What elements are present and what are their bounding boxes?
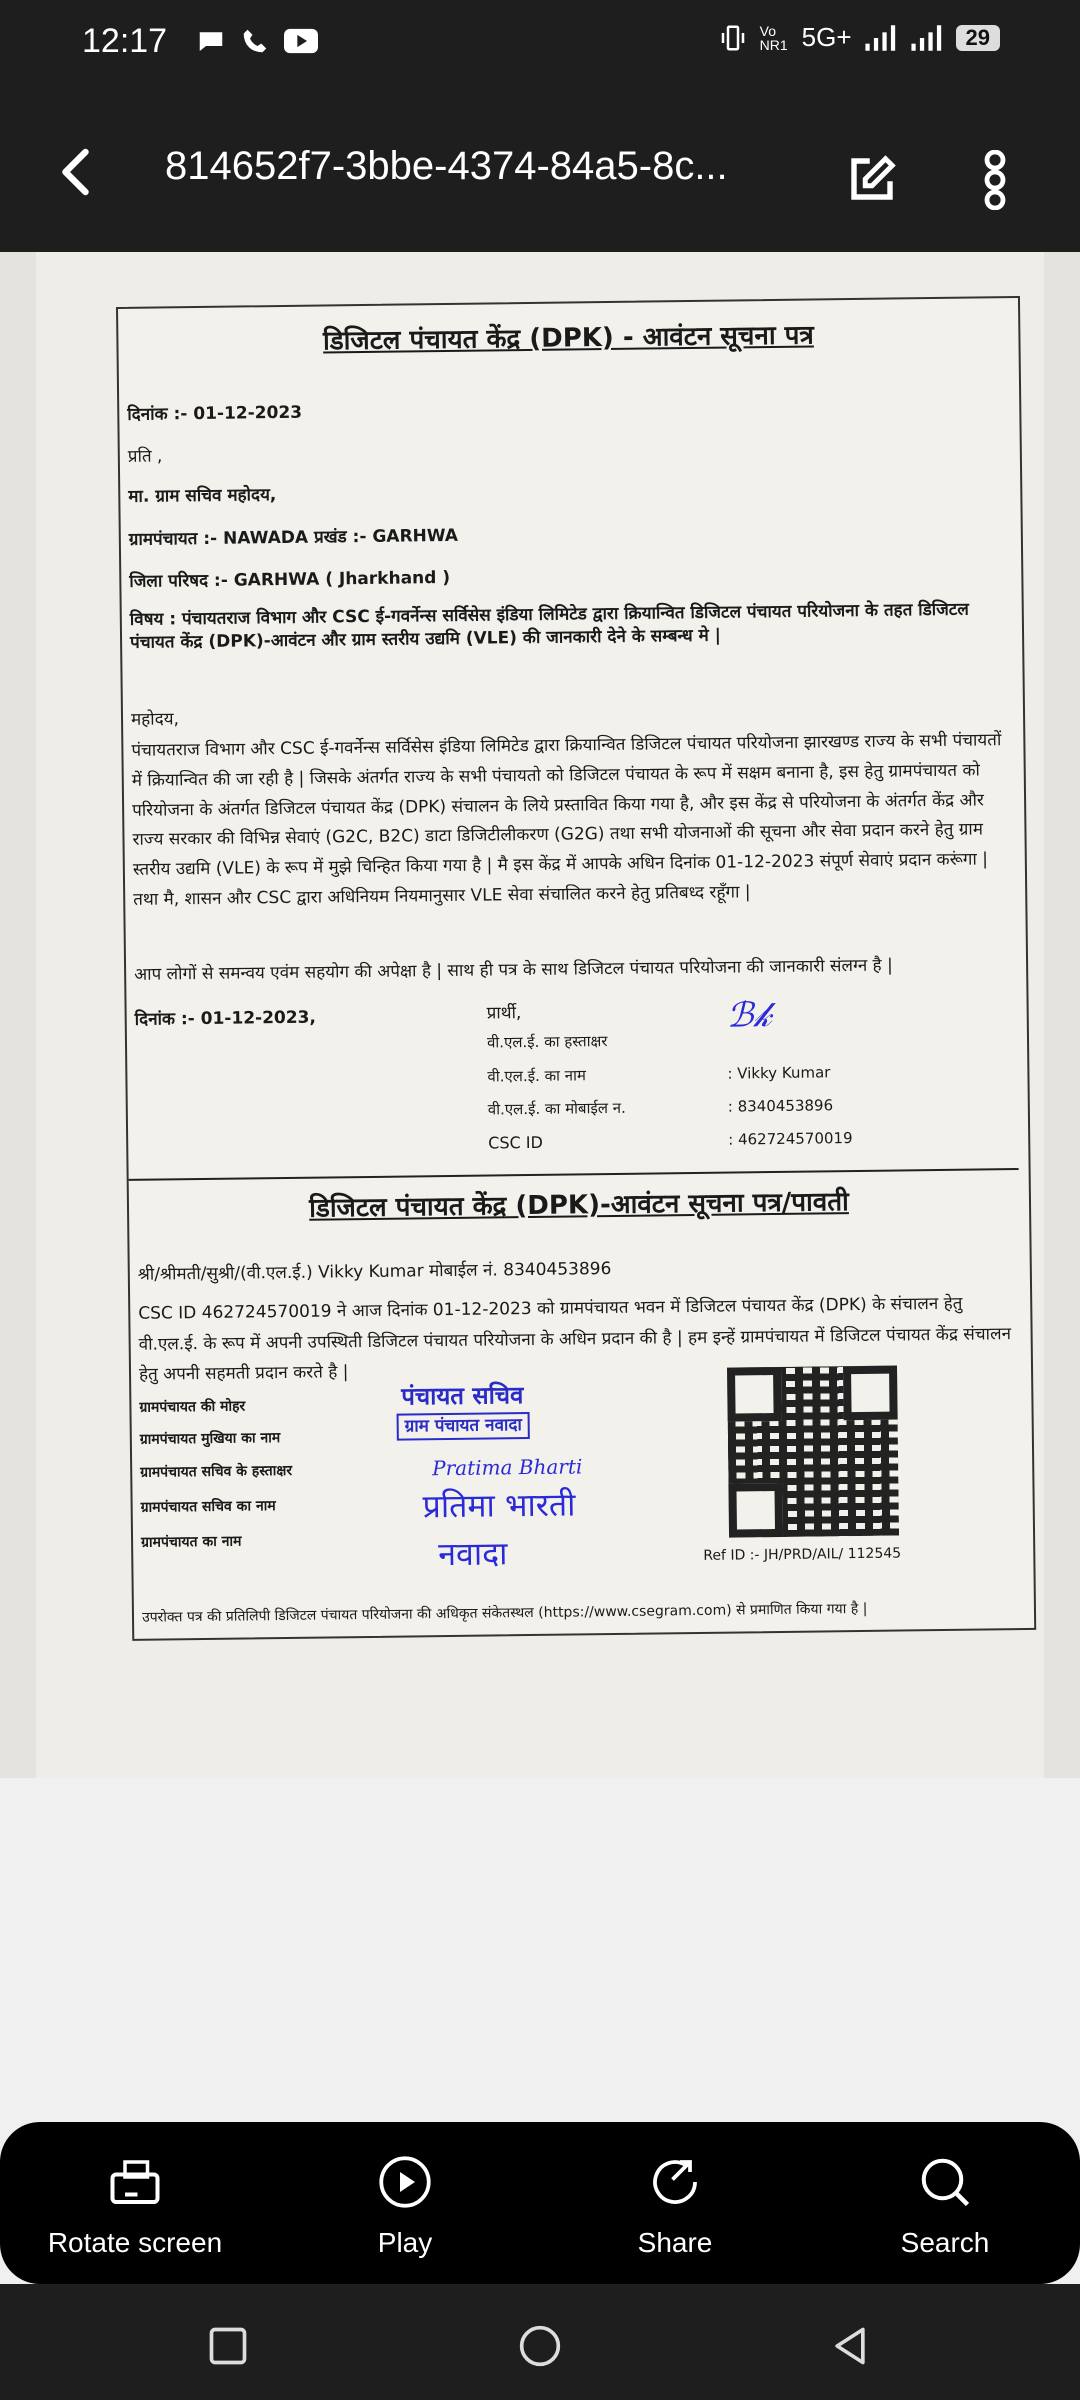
- seal-stamp: ग्राम पंचायत नवादा: [397, 1412, 530, 1441]
- footer-note: उपरोक्त पत्र की प्रतिलिपी डिजिटल पंचायत परियोजना की अधिकृत संकेतस्थल (https://www.csegram.com) से प्रमाणित किया गया है |: [141, 1600, 868, 1626]
- volte-label: Vo NR1: [759, 22, 788, 53]
- ack-body: CSC ID 462724570019 ने आज दिनांक 01-12-2023 को ग्रामपंचायत भवन में डिजिटल पंचायत केंद्र (DPK) के संचालन हेतु वी.एल.ई. के रूप में अपनी उपस्थिती डिजिटल पंचायत परियोजना के अधिन प्रदान की है | हम इन्हें ग्रामपंचायत में डिजिटल पंचायत केंद्र संचालन हेतु अपनी सहमती प्रदान करते है |: [138, 1293, 1012, 1385]
- sachiv-sign-label: ग्रामपंचायत सचिव के हस्ताक्षर: [140, 1462, 293, 1481]
- gp-name-label: ग्रामपंचायत का नाम: [141, 1533, 242, 1551]
- edit-icon[interactable]: [845, 152, 899, 206]
- vle-mobile: : 8340453896: [727, 1096, 834, 1116]
- bottom-action-bar: [0, 2122, 1080, 2284]
- prarthi: प्रार्थी,: [486, 1003, 522, 1024]
- acknowledgement-heading: डिजिटल पंचायत केंद्र (DPK)-आवंटन सूचना पत्र/पावती: [309, 1187, 849, 1224]
- vle-name: : Vikky Kumar: [727, 1063, 831, 1083]
- rotate-screen-button[interactable]: [25, 2152, 245, 2259]
- status-bar: [0, 0, 1080, 90]
- panchayat-line: ग्रामपंचायत :- NAWADA प्रखंड :- GARHWA: [128, 525, 459, 550]
- ref-id: Ref ID :- JH/PRD/AIL/ 112545: [703, 1545, 902, 1564]
- document-heading: डिजिटल पंचायत केंद्र (DPK) - आवंटन सूचना पत्र: [322, 320, 814, 357]
- sachiv-handwritten-name: प्रतिमा भारती: [422, 1485, 576, 1526]
- play-label: Play: [377, 2227, 433, 2258]
- vle-sign-label: वी.एल.ई. का हस्ताक्षर: [486, 1032, 608, 1052]
- more-vertical-icon[interactable]: [975, 150, 1015, 210]
- vle-mobile-label: वी.एल.ई. का मोबाईल न.: [487, 1098, 626, 1119]
- closing-line: आप लोगों से समन्वय एवंम सहयोग की अपेक्षा है | साथ ही पत्र के साथ डिजिटल पंचायत परियोजना की जानकारी संलग्न है |: [134, 955, 893, 985]
- recents-icon[interactable]: [206, 2324, 250, 2368]
- search-icon: [915, 2152, 975, 2212]
- vibrate-icon: [718, 23, 748, 53]
- share-icon: [645, 2152, 705, 2212]
- image-viewer[interactable]: [0, 252, 1080, 1778]
- search-label: Search: [900, 2227, 990, 2258]
- prati-line: प्रति ,: [127, 446, 163, 467]
- sachiv-signature: Pratima Bharti: [432, 1454, 583, 1481]
- addressee-line: मा. ग्राम सचिव महोदय,: [128, 485, 277, 507]
- seal-label: ग्रामपंचायत की मोहर: [139, 1398, 246, 1416]
- youtube-icon: [284, 26, 318, 56]
- play-button[interactable]: [295, 2152, 515, 2259]
- file-title: 814652f7-3bbe-4374-84a5-8c...: [165, 144, 728, 188]
- nav-back-icon[interactable]: [828, 2324, 872, 2368]
- rotate-screen-icon: [105, 2152, 165, 2212]
- date-line-2: दिनांक :- 01-12-2023,: [134, 1007, 317, 1030]
- csc-id: : 462724570019: [728, 1129, 853, 1149]
- clock: 12:17: [82, 22, 168, 60]
- section-divider: [129, 1168, 1019, 1181]
- mukhiya-label: ग्रामपंचायत मुखिया का नाम: [139, 1430, 281, 1448]
- body-paragraph: पंचायतराज विभाग और CSC ई-गवर्नेन्स सर्विसेस इंडिया लिमिटेड द्वारा क्रियान्वित डिजिटल पंचायत परियोजना झारखण्ड राज्य के सभी पंचायतों में क्रियान्वित की जा रही है | जिसके अंतर्गत राज्य के सभी पंचायतो को डिजिटल पंचायत के रूप में सक्षम बनाना है, इस हेतु ग्रामपंचायत को परियोजना के अंतर्गत डिजिटल पंचायत केंद्र (DPK) संचालन के लिये प्रस्तावित किया गया है, और इस केंद्र से परियोजना के अंतर्गत केंद्र और राज्य सरकार की विभिन्न सेवाएं (G2C, B2C) डाटा डिजिटीलीकरण (G2G) तथा सभी योजनाओं की सूचना और सेवा प्रदान करने हेतु ग्राम स्तरीय उद्यमि (VLE) के रूप में मुझे चिन्हित किया गया है | मै इस केंद्र में आपके अधिन दिनांक 01-12-2023 संपूर्ण सेवाएं प्रदान करूंगा | तथा मै, शासन और CSC द्वारा अधिनियम नियमानुसार VLE सेवा संचालित करने हेतु प्रतिबध्द रहूँगा |: [131, 730, 1002, 910]
- back-arrow-icon[interactable]: [48, 142, 108, 202]
- chat-icon: [196, 26, 226, 56]
- share-button[interactable]: [565, 2152, 785, 2259]
- ack-name-line: श्री/श्रीमती/सुश्री/(वी.एल.ई.) Vikky Kumar मोबाईल नं. 8340453896: [137, 1259, 612, 1285]
- play-icon: [375, 2152, 435, 2212]
- vle-signature: ℬ𝓀: [726, 995, 772, 1036]
- document-photo: [36, 252, 1044, 1778]
- subject-line: विषय : पंचायतराज विभाग और CSC ई-गवर्नेन्स सर्विसेस इंडिया लिमिटेड द्वारा क्रियान्वित डिजिटल पंचायत परियोजना के तहत डिजिटल पंचायत केंद्र (DPK)-आवंटन और ग्राम स्तरीय उद्यमि (VLE) की जानकारी देने के सम्बन्ध मे |: [129, 599, 969, 653]
- gp-handwritten-name: नवादा: [438, 1534, 508, 1574]
- sachiv-name-label: ग्रामपंचायत सचिव का नाम: [140, 1498, 276, 1516]
- signal-icon-2: [910, 23, 944, 53]
- system-nav-bar: [0, 2284, 1080, 2400]
- qr-code: [721, 1359, 905, 1543]
- search-button[interactable]: [835, 2152, 1055, 2259]
- seal-stamp-title: पंचायत सचिव: [401, 1381, 524, 1411]
- letter-document: [116, 296, 1036, 1641]
- csc-id-label: CSC ID: [488, 1132, 543, 1153]
- network-label: 5G+: [801, 22, 852, 52]
- rotate-screen-label: Rotate screen: [47, 2227, 223, 2258]
- district-line: जिला परिषद :- GARHWA ( Jharkhand ): [129, 567, 451, 592]
- share-label: Share: [637, 2227, 713, 2258]
- battery-icon: 29: [956, 25, 1000, 51]
- date-line: दिनांक :- 01-12-2023: [127, 402, 303, 425]
- vle-name-label: वी.एल.ई. का नाम: [487, 1066, 587, 1086]
- signal-icon: [864, 23, 898, 53]
- call-icon: [240, 26, 270, 56]
- app-bar: [0, 90, 1080, 252]
- salutation: महोदय,: [130, 709, 180, 730]
- home-icon[interactable]: [518, 2324, 562, 2368]
